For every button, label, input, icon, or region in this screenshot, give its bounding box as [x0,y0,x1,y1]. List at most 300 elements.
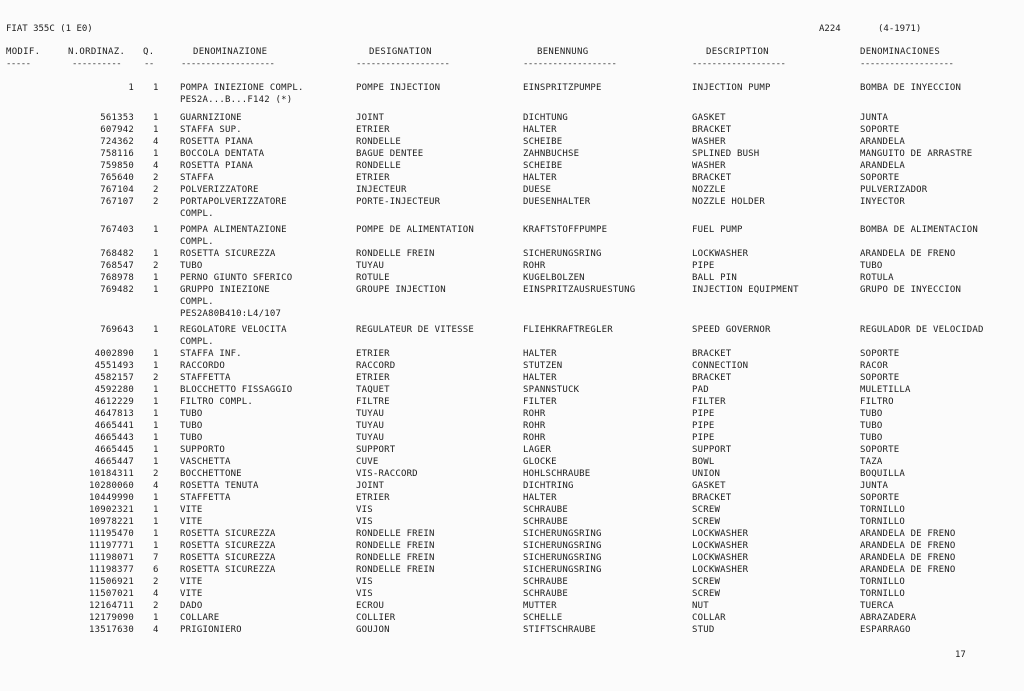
italian-name-cell: VITE [180,505,203,515]
order-number-cell: 11197771 [89,541,134,551]
italian-name-cell: TUBO [180,261,203,271]
french-name-cell: VIS [356,517,373,527]
quantity-cell: 1 [153,385,159,395]
english-name-cell: SCREW [692,577,721,587]
german-name-cell: HALTER [523,373,557,383]
spanish-name-cell: RACOR [860,361,889,371]
french-name-cell: SUPPORT [356,445,396,455]
french-name-cell: ETRIER [356,173,390,183]
italian-name-cell: PES2A...B...F142 (*) [180,95,293,105]
quantity-cell: 1 [153,529,159,539]
french-name-cell: VIS-RACCORD [356,469,418,479]
italian-name-cell: PORTAPOLVERIZZATORE [180,197,287,207]
spanish-name-cell: ARANDELA DE FRENO [860,529,956,539]
german-name-cell: EINSPRITZAUSRUESTUNG [523,285,636,295]
german-name-cell: SCHELLE [523,613,563,623]
quantity-cell: 1 [153,493,159,503]
english-name-cell: COLLAR [692,613,726,623]
quantity-cell: 7 [153,553,159,563]
dash-underline: ------------------- [523,59,617,69]
italian-name-cell: STAFFETTA [180,493,231,503]
french-name-cell: TUYAU [356,261,385,271]
italian-name-cell: TUBO [180,409,203,419]
spanish-name-cell: MULETILLA [860,385,911,395]
spanish-name-cell: ARANDELA DE FRENO [860,541,956,551]
spanish-name-cell: ROTULA [860,273,894,283]
french-name-cell: FILTRE [356,397,390,407]
german-name-cell: ROHR [523,433,546,443]
order-number-cell: 11198071 [89,553,134,563]
spanish-name-cell: ARANDELA DE FRENO [860,249,956,259]
column-header-spanish: DENOMINACIONES [860,47,941,57]
german-name-cell: SPANNSTUCK [523,385,580,395]
italian-name-cell: BOCCOLA DENTATA [180,149,265,159]
order-number-cell: 767104 [100,185,134,195]
spanish-name-cell: JUNTA [860,113,889,123]
english-name-cell: BALL PIN [692,273,737,283]
document-code: A224 [819,24,841,34]
spanish-name-cell: SOPORTE [860,373,900,383]
italian-name-cell: VITE [180,517,203,527]
table-row [0,445,1024,457]
order-number-cell: 607942 [100,125,134,135]
column-header-italian: DENOMINAZIONE [193,47,268,57]
order-number-cell: 769482 [100,285,134,295]
spanish-name-cell: BOMBA DE INYECCION [860,83,962,93]
order-number-cell: 11198377 [89,565,134,575]
italian-name-cell: ROSETTA SICUREZZA [180,553,276,563]
spanish-name-cell: MANGUITO DE ARRASTRE [860,149,973,159]
order-number-cell: 759850 [100,161,134,171]
spanish-name-cell: TORNILLO [860,505,905,515]
italian-name-cell: DADO [180,601,203,611]
table-row [0,309,1024,321]
english-name-cell: WASHER [692,137,726,147]
german-name-cell: KUGELBOLZEN [523,273,585,283]
quantity-cell: 1 [153,397,159,407]
table-row [0,421,1024,433]
table-row [0,517,1024,529]
french-name-cell: ECROU [356,601,385,611]
italian-name-cell: COMPL. [180,297,214,307]
table-row [0,261,1024,273]
table-row [0,325,1024,337]
quantity-cell: 1 [153,225,159,235]
german-name-cell: KRAFTSTOFFPUMPE [523,225,608,235]
quantity-cell: 2 [153,373,159,383]
table-row [0,197,1024,209]
german-name-cell: SCHEIBE [523,137,563,147]
order-number-cell: 4551493 [94,361,134,371]
english-name-cell: PIPE [692,261,715,271]
spanish-name-cell: JUNTA [860,481,889,491]
french-name-cell: RONDELLE [356,137,401,147]
quantity-cell: 1 [153,273,159,283]
order-number-cell: 11506921 [89,577,134,587]
english-name-cell: GASKET [692,113,726,123]
table-row [0,505,1024,517]
column-header-quantity: Q. [143,47,155,57]
french-name-cell: RONDELLE FREIN [356,249,435,259]
spanish-name-cell: ARANDELA [860,137,905,147]
german-name-cell: DICHTUNG [523,113,568,123]
french-name-cell: RONDELLE [356,161,401,171]
italian-name-cell: VASCHETTA [180,457,231,467]
french-name-cell: GROUPE INJECTION [356,285,446,295]
italian-name-cell: ROSETTA SICUREZZA [180,541,276,551]
spanish-name-cell: TUBO [860,409,883,419]
order-number-cell: 12164711 [89,601,134,611]
order-number-cell: 4665447 [94,457,134,467]
english-name-cell: SUPPORT [692,445,732,455]
italian-name-cell: POMPA INIEZIONE COMPL. [180,83,304,93]
german-name-cell: FILTER [523,397,557,407]
dash-underline: ------------------- [356,59,450,69]
french-name-cell: RONDELLE FREIN [356,553,435,563]
spanish-name-cell: TUBO [860,433,883,443]
spanish-name-cell: SOPORTE [860,493,900,503]
order-number-cell: 4002890 [94,349,134,359]
italian-name-cell: STAFFA SUP. [180,125,242,135]
table-row [0,173,1024,185]
quantity-cell: 1 [153,541,159,551]
italian-name-cell: VITE [180,589,203,599]
english-name-cell: INJECTION EQUIPMENT [692,285,799,295]
french-name-cell: VIS [356,589,373,599]
spanish-name-cell: REGULADOR DE VELOCIDAD [860,325,984,335]
english-name-cell: GASKET [692,481,726,491]
italian-name-cell: COMPL. [180,237,214,247]
italian-name-cell: ROSETTA SICUREZZA [180,249,276,259]
document-model: FIAT 355C (1 E0) [6,24,93,34]
spanish-name-cell: ARANDELA [860,161,905,171]
spanish-name-cell: TORNILLO [860,589,905,599]
spanish-name-cell: SOPORTE [860,349,900,359]
order-number-cell: 561353 [100,113,134,123]
order-number-cell: 4665443 [94,433,134,443]
quantity-cell: 1 [153,457,159,467]
order-number-cell: 12179090 [89,613,134,623]
quantity-cell: 2 [153,197,159,207]
german-name-cell: ZAHNBUCHSE [523,149,580,159]
german-name-cell: LAGER [523,445,552,455]
order-number-cell: 4647813 [94,409,134,419]
table-row [0,209,1024,221]
german-name-cell: GLOCKE [523,457,557,467]
table-row [0,493,1024,505]
order-number-cell: 10280060 [89,481,134,491]
german-name-cell: ROHR [523,409,546,419]
quantity-cell: 1 [153,517,159,527]
italian-name-cell: TUBO [180,433,203,443]
english-name-cell: STUD [692,625,715,635]
quantity-cell: 1 [153,249,159,259]
order-number-cell: 769643 [100,325,134,335]
english-name-cell: INJECTION PUMP [692,83,771,93]
french-name-cell: JOINT [356,481,385,491]
german-name-cell: SCHRAUBE [523,517,568,527]
table-row [0,137,1024,149]
spanish-name-cell: ARANDELA DE FRENO [860,565,956,575]
spanish-name-cell: PULVERIZADOR [860,185,928,195]
french-name-cell: REGULATEUR DE VITESSE [356,325,474,335]
italian-name-cell: COMPL. [180,209,214,219]
german-name-cell: HALTER [523,125,557,135]
table-row [0,601,1024,613]
quantity-cell: 1 [153,433,159,443]
spanish-name-cell: TUERCA [860,601,894,611]
table-row [0,361,1024,373]
english-name-cell: FUEL PUMP [692,225,743,235]
english-name-cell: NOZZLE HOLDER [692,197,766,207]
quantity-cell: 4 [153,625,159,635]
table-row [0,95,1024,107]
order-number-cell: 4665441 [94,421,134,431]
quantity-cell: 1 [153,421,159,431]
quantity-cell: 1 [153,125,159,135]
dash-underline: ------------------- [860,59,954,69]
spanish-name-cell: GRUPO DE INYECCION [860,285,962,295]
table-row [0,285,1024,297]
table-row [0,83,1024,95]
spanish-name-cell: TUBO [860,261,883,271]
italian-name-cell: ROSETTA PIANA [180,161,254,171]
italian-name-cell: FILTRO COMPL. [180,397,254,407]
italian-name-cell: ROSETTA PIANA [180,137,254,147]
order-number-cell: 1 [128,83,134,93]
italian-name-cell: SUPPORTO [180,445,225,455]
english-name-cell: PAD [692,385,709,395]
german-name-cell: STUTZEN [523,361,563,371]
english-name-cell: BRACKET [692,125,732,135]
german-name-cell: DICHTRING [523,481,574,491]
french-name-cell: CUVE [356,457,379,467]
italian-name-cell: COLLARE [180,613,220,623]
quantity-cell: 1 [153,149,159,159]
order-number-cell: 10978221 [89,517,134,527]
table-row [0,125,1024,137]
german-name-cell: FLIEHKRAFTREGLER [523,325,613,335]
french-name-cell: RONDELLE FREIN [356,529,435,539]
italian-name-cell: COMPL. [180,337,214,347]
quantity-cell: 1 [153,361,159,371]
table-row [0,249,1024,261]
french-name-cell: VIS [356,577,373,587]
quantity-cell: 2 [153,261,159,271]
order-number-cell: 10184311 [89,469,134,479]
spanish-name-cell: ABRAZADERA [860,613,917,623]
order-number-cell: 765640 [100,173,134,183]
italian-name-cell: STAFFA [180,173,214,183]
french-name-cell: ETRIER [356,125,390,135]
italian-name-cell: ROSETTA SICUREZZA [180,529,276,539]
table-row [0,481,1024,493]
french-name-cell: TUYAU [356,421,385,431]
quantity-cell: 1 [153,505,159,515]
quantity-cell: 1 [153,325,159,335]
table-row [0,113,1024,125]
dash-underline: ------------------- [181,59,275,69]
french-name-cell: POMPE INJECTION [356,83,441,93]
german-name-cell: SICHERUNGSRING [523,249,602,259]
english-name-cell: BRACKET [692,373,732,383]
column-header-french: DESIGNATION [369,47,432,57]
quantity-cell: 2 [153,185,159,195]
german-name-cell: MUTTER [523,601,557,611]
english-name-cell: BRACKET [692,349,732,359]
english-name-cell: WASHER [692,161,726,171]
german-name-cell: STIFTSCHRAUBE [523,625,597,635]
order-number-cell: 11507021 [89,589,134,599]
italian-name-cell: REGOLATORE VELOCITA [180,325,287,335]
english-name-cell: BRACKET [692,173,732,183]
table-row [0,225,1024,237]
order-number-cell: 11195470 [89,529,134,539]
italian-name-cell: VITE [180,577,203,587]
table-row [0,577,1024,589]
table-row [0,433,1024,445]
table-row [0,553,1024,565]
english-name-cell: LOCKWASHER [692,249,749,259]
english-name-cell: SCREW [692,517,721,527]
quantity-cell: 1 [153,349,159,359]
spanish-name-cell: TAZA [860,457,883,467]
german-name-cell: SICHERUNGSRING [523,529,602,539]
spanish-name-cell: ESPARRAGO [860,625,911,635]
english-name-cell: LOCKWASHER [692,565,749,575]
table-row [0,613,1024,625]
italian-name-cell: PES2A80B410:L4/107 [180,309,282,319]
quantity-cell: 6 [153,565,159,575]
italian-name-cell: BOCCHETTONE [180,469,242,479]
quantity-cell: 2 [153,601,159,611]
german-name-cell: SCHRAUBE [523,505,568,515]
french-name-cell: VIS [356,505,373,515]
french-name-cell: TUYAU [356,433,385,443]
english-name-cell: SPEED GOVERNOR [692,325,771,335]
german-name-cell: ROHR [523,421,546,431]
italian-name-cell: PRIGIONIERO [180,625,242,635]
dash-underline: ------------------- [692,59,786,69]
quantity-cell: 2 [153,469,159,479]
english-name-cell: LOCKWASHER [692,529,749,539]
french-name-cell: PORTE-INJECTEUR [356,197,441,207]
quantity-cell: 1 [153,409,159,419]
italian-name-cell: ROSETTA SICUREZZA [180,565,276,575]
column-header-german: BENENNUNG [537,47,589,57]
order-number-cell: 758116 [100,149,134,159]
english-name-cell: PIPE [692,433,715,443]
table-row [0,409,1024,421]
quantity-cell: 4 [153,161,159,171]
table-row [0,397,1024,409]
italian-name-cell: BLOCCHETTO FISSAGGIO [180,385,293,395]
dash-underline: ----- [6,59,31,69]
italian-name-cell: GRUPPO INIEZIONE [180,285,270,295]
table-row [0,541,1024,553]
table-row [0,469,1024,481]
german-name-cell: DUESENHALTER [523,197,591,207]
french-name-cell: BAGUE DENTEE [356,149,424,159]
quantity-cell: 2 [153,173,159,183]
quantity-cell: 1 [153,83,159,93]
german-name-cell: HALTER [523,173,557,183]
german-name-cell: SCHEIBE [523,161,563,171]
german-name-cell: ROHR [523,261,546,271]
table-row [0,273,1024,285]
table-row [0,385,1024,397]
order-number-cell: 768978 [100,273,134,283]
table-row [0,185,1024,197]
german-name-cell: DUESE [523,185,552,195]
spanish-name-cell: BOMBA DE ALIMENTACION [860,225,978,235]
order-number-cell: 13517630 [89,625,134,635]
german-name-cell: HOHLSCHRAUBE [523,469,591,479]
dash-underline: -- [144,59,154,69]
english-name-cell: PIPE [692,409,715,419]
quantity-cell: 1 [153,285,159,295]
italian-name-cell: ROSETTA TENUTA [180,481,259,491]
table-row [0,625,1024,637]
italian-name-cell: POMPA ALIMENTAZIONE [180,225,287,235]
french-name-cell: COLLIER [356,613,396,623]
order-number-cell: 768547 [100,261,134,271]
dash-underline: ---------- [72,59,122,69]
french-name-cell: RONDELLE FREIN [356,541,435,551]
french-name-cell: ETRIER [356,373,390,383]
german-name-cell: SICHERUNGSRING [523,541,602,551]
italian-name-cell: GUARNIZIONE [180,113,242,123]
italian-name-cell: TUBO [180,421,203,431]
quantity-cell: 2 [153,577,159,587]
french-name-cell: GOUJON [356,625,390,635]
column-header-modif: MODIF. [6,47,41,57]
french-name-cell: ETRIER [356,349,390,359]
page-number: 17 [955,650,966,660]
table-row [0,589,1024,601]
german-name-cell: SCHRAUBE [523,589,568,599]
english-name-cell: CONNECTION [692,361,749,371]
italian-name-cell: STAFFA INF. [180,349,242,359]
column-header-english: DESCRIPTION [706,47,769,57]
french-name-cell: TAQUET [356,385,390,395]
table-row [0,237,1024,249]
parts-table [0,83,1024,637]
english-name-cell: LOCKWASHER [692,541,749,551]
order-number-cell: 724362 [100,137,134,147]
spanish-name-cell: TORNILLO [860,517,905,527]
spanish-name-cell: SOPORTE [860,173,900,183]
french-name-cell: RACCORD [356,361,396,371]
spanish-name-cell: BOQUILLA [860,469,905,479]
french-name-cell: INJECTEUR [356,185,407,195]
english-name-cell: BOWL [692,457,715,467]
order-number-cell: 4592280 [94,385,134,395]
order-number-cell: 4582157 [94,373,134,383]
french-name-cell: JOINT [356,113,385,123]
spanish-name-cell: INYECTOR [860,197,905,207]
english-name-cell: BRACKET [692,493,732,503]
german-name-cell: SICHERUNGSRING [523,565,602,575]
german-name-cell: HALTER [523,493,557,503]
quantity-cell: 4 [153,137,159,147]
quantity-cell: 1 [153,113,159,123]
table-row [0,349,1024,361]
english-name-cell: SPLINED BUSH [692,149,760,159]
table-row [0,149,1024,161]
spanish-name-cell: FILTRO [860,397,894,407]
english-name-cell: NOZZLE [692,185,726,195]
